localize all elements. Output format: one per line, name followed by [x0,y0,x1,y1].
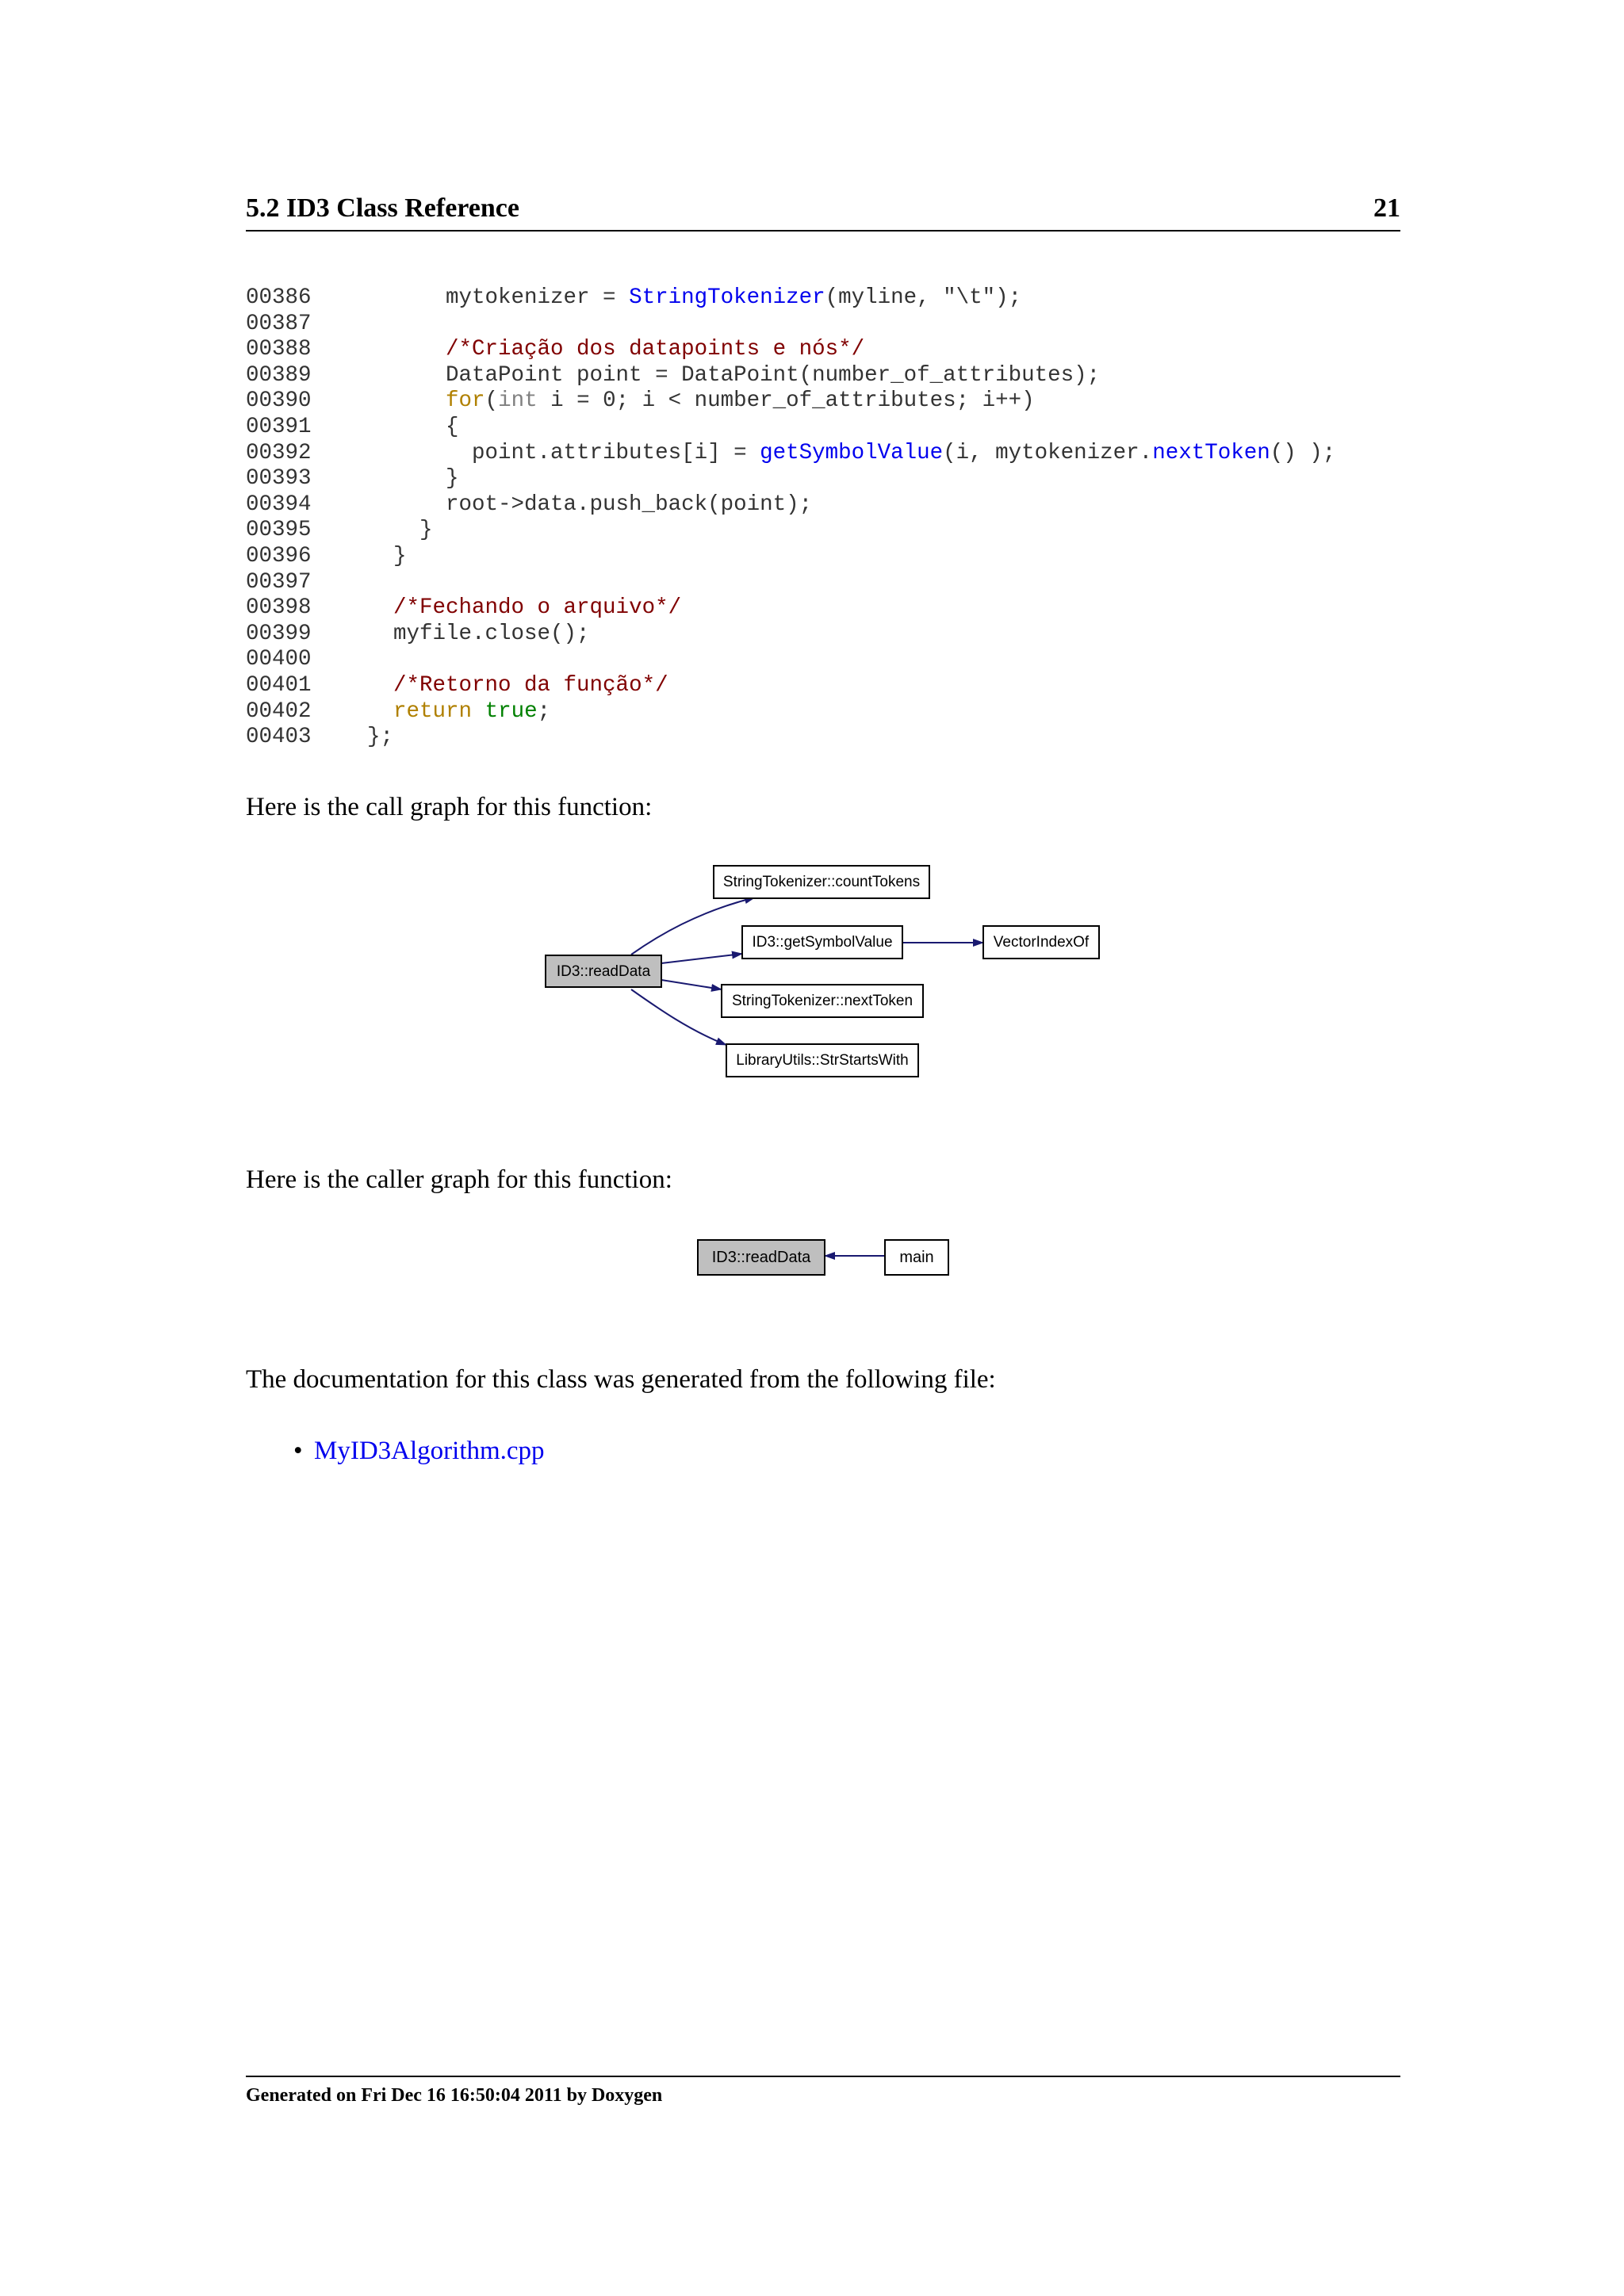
call-graph-intro: Here is the call graph for this function: [246,793,653,821]
code-link[interactable]: getSymbolValue [760,440,944,465]
code-token: int [498,388,538,414]
code-token: DataPoint point = DataPoint(number_of_attributes); [341,362,1101,388]
code-link[interactable]: StringTokenizer [629,285,825,310]
line-number: 00394 [246,492,312,517]
line-number: 00399 [246,621,312,646]
caller-node-main-label: main [899,1249,934,1266]
edge-readdata-counttokens [631,897,755,955]
line-number: 00391 [246,414,312,439]
line-number: 00386 [246,285,312,310]
section-title: 5.2 ID3 Class Reference [246,193,519,223]
node-counttokens[interactable] [714,866,929,898]
node-nexttoken[interactable] [722,985,923,1017]
code-token: (i, mytokenizer. [943,440,1153,465]
node-strstartswith-label: LibraryUtils::StrStartsWith [736,1052,909,1069]
node-getsymbolvalue[interactable] [742,926,902,959]
caller-node-readdata-label: ID3::readData [711,1249,811,1266]
edge-readdata-getsymbolvalue [661,954,742,963]
code-token: root->data.push_back(point); [341,492,813,517]
bullet-icon: • [293,1437,303,1465]
line-number: 00397 [246,569,312,595]
caller-node-readdata[interactable] [698,1240,825,1275]
code-token: i = 0; i < number_of_attributes; i++) [537,388,1035,414]
code-comment: /*Retorno da função*/ [393,672,668,698]
code-token: point.attributes[i] = [341,440,760,465]
node-counttokens-label: StringTokenizer::countTokens [722,874,921,890]
line-number: 00400 [246,647,312,672]
line-number: 00402 [246,698,312,724]
code-token: () ); [1270,440,1336,465]
line-number: 00396 [246,543,312,568]
node-nexttoken-label: StringTokenizer::nextToken [731,993,914,1009]
code-token: (myline, "\t"); [825,285,1022,310]
line-number: 00401 [246,672,312,698]
code-token: ; [537,698,551,724]
code-comment: /*Fechando o arquivo*/ [393,595,682,621]
line-number: 00403 [246,725,312,750]
line-number: 00392 [246,440,312,465]
code-token: } [341,466,459,492]
code-token: return [393,698,473,724]
line-number: 00387 [246,311,312,336]
node-getsymbolvalue-label: ID3::getSymbolValue [752,934,893,951]
line-number: 00395 [246,518,312,543]
files-intro: The documentation for this class was generated from the following file: [246,1365,996,1394]
code-token: }; [341,725,394,750]
code-token: for [446,388,485,414]
node-strstartswith[interactable] [726,1044,918,1077]
code-token: ( [485,388,499,414]
node-readdata-label: ID3::readData [556,963,651,980]
file-list-item [293,1437,545,1466]
edge-readdata-nexttoken [661,980,722,989]
node-vectorindexof-label: VectorIndexOf [993,934,1090,951]
line-number: 00390 [246,388,312,414]
line-number: 00393 [246,466,312,492]
edge-readdata-strstartswith [631,989,726,1045]
caller-graph-intro: Here is the caller graph for this function: [246,1165,672,1194]
code-comment: /*Criação dos datapoints e nós*/ [446,337,865,362]
node-vectorindexof[interactable] [983,926,1099,959]
line-number: 00398 [246,595,312,621]
code-token: } [341,543,407,568]
code-link[interactable]: nextToken [1152,440,1270,465]
node-readdata[interactable] [546,955,661,987]
running-footer: Generated on Fri Dec 16 16:50:04 2011 by Doxygen [246,2076,1400,2107]
code-token: mytokenizer = [341,285,630,310]
code-token: } [341,518,433,543]
page-number: 21 [1373,193,1400,223]
code-token: myfile.close(); [341,621,590,646]
caller-node-main[interactable] [885,1240,948,1275]
code-token: { [341,414,459,439]
code-token: true [485,698,538,724]
line-number: 00388 [246,337,312,362]
file-link[interactable]: MyID3Algorithm.cpp [314,1437,545,1465]
line-number: 00389 [246,362,312,388]
